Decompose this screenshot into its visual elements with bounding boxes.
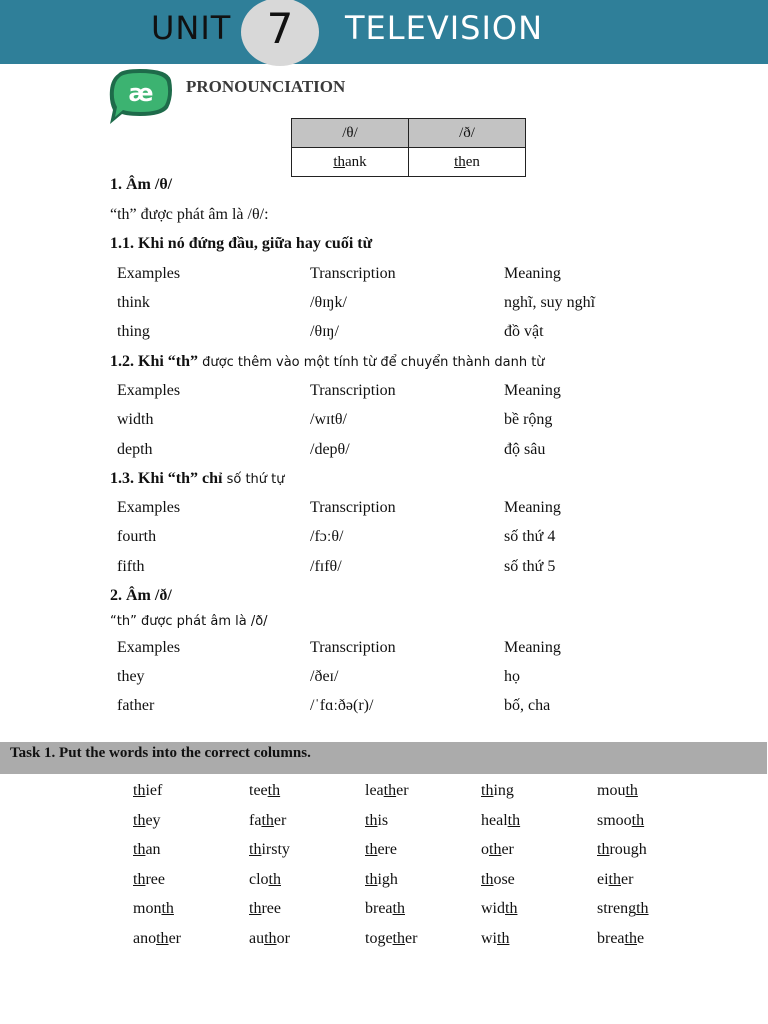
task1-word: teeth: [249, 782, 281, 799]
task1-word: they: [133, 811, 161, 829]
example-meaning: độ sâu: [504, 441, 546, 458]
example-meaning: nghĩ, suy nghĩ: [504, 294, 596, 311]
task1-word: mouth: [597, 782, 638, 799]
unit-topic: TELEVISION: [345, 9, 544, 47]
task1-word: this: [365, 811, 389, 829]
task1-word: thigh: [365, 870, 398, 888]
example-meaning: số thứ 5: [504, 558, 556, 575]
sound-example-theta: thank: [292, 148, 409, 177]
task1-word: thief: [133, 782, 163, 799]
task1-word: breath: [365, 900, 405, 918]
example-word: fifth: [117, 558, 145, 575]
example-transcription: /θɪŋ/: [310, 323, 339, 340]
example-word: father: [117, 697, 155, 714]
task1-word: those: [481, 870, 515, 888]
column-header: Meaning: [504, 639, 561, 656]
example-word: fourth: [117, 528, 157, 545]
column-header: Examples: [117, 382, 181, 399]
task1-word: other: [481, 841, 514, 859]
column-header: Transcription: [310, 382, 396, 399]
example-meaning: bố, cha: [504, 697, 551, 714]
example-transcription: /fɪfθ/: [310, 558, 342, 575]
example-transcription: /ðeɪ/: [310, 668, 339, 685]
sound-header-theta: /θ/: [292, 119, 409, 148]
example-word: depth: [117, 441, 153, 458]
sub1-heading: 1.1. Khi nó đứng đầu, giữa hay cuối từ: [110, 235, 373, 252]
task1-word: cloth: [249, 870, 281, 888]
task1-word: through: [597, 841, 647, 859]
unit-label: UNIT: [151, 9, 232, 47]
column-header: Meaning: [504, 499, 561, 516]
column-header: Meaning: [504, 382, 561, 399]
example-transcription: /depθ/: [310, 441, 350, 458]
example-word: thing: [117, 323, 150, 340]
sub2-heading: 1.2. Khi “th” được thêm vào một tính từ để chuyển thành danh từ: [110, 353, 545, 370]
part2-intro: “th” được phát âm là /ð/: [110, 614, 268, 629]
sound-example-eth: then: [409, 148, 526, 177]
example-word: width: [117, 411, 154, 428]
task1-word: width: [481, 900, 518, 918]
column-header: Transcription: [310, 499, 396, 516]
part2-heading: 2. Âm /ð/: [110, 587, 172, 604]
task1-word: than: [133, 841, 161, 859]
sub3-heading: 1.3. Khi “th” chỉ số thứ tự: [110, 470, 285, 487]
unit-header-banner: [0, 0, 768, 64]
task1-word: either: [597, 870, 634, 888]
task1-word: three: [133, 870, 165, 888]
column-header: Examples: [117, 639, 181, 656]
task1-word: strength: [597, 900, 649, 918]
sound-header-eth: /ð/: [409, 119, 526, 148]
logo-text: æ: [128, 79, 154, 107]
column-header: Examples: [117, 265, 181, 282]
task1-word: health: [481, 811, 521, 829]
task1-title: Task 1. Put the words into the correct columns.: [10, 745, 311, 761]
task1-word: author: [249, 929, 290, 947]
task1-word: thirsty: [249, 841, 290, 859]
column-header: Transcription: [310, 265, 396, 282]
example-meaning: đồ vật: [504, 323, 544, 340]
task1-word: there: [365, 841, 397, 859]
task1-word: father: [249, 811, 287, 829]
task1-word: together: [365, 929, 418, 947]
example-transcription: /ˈfɑːðə(r)/: [310, 697, 374, 714]
example-meaning: họ: [504, 668, 520, 685]
task1-word: thing: [481, 782, 514, 799]
task1-word: with: [481, 929, 510, 947]
task1-word: smooth: [597, 811, 645, 829]
unit-number: 7: [266, 4, 294, 53]
column-header: Examples: [117, 499, 181, 516]
task1-word: breathe: [597, 929, 645, 947]
example-transcription: /wɪtθ/: [310, 411, 347, 428]
example-meaning: số thứ 4: [504, 528, 556, 545]
part1-intro: “th” được phát âm là /θ/:: [110, 206, 269, 223]
example-word: think: [117, 294, 150, 311]
column-header: Transcription: [310, 639, 396, 656]
part1-heading: 1. Âm /θ/: [110, 176, 173, 193]
example-transcription: /fɔːθ/: [310, 528, 344, 545]
task1-word: three: [249, 900, 281, 918]
speech-bubble-ae-icon: [108, 68, 174, 126]
unit-number-badge: [241, 0, 319, 66]
task1-title-bar: [0, 742, 767, 774]
sound-table: [291, 118, 526, 177]
task1-word: month: [133, 900, 174, 918]
example-transcription: /θɪŋk/: [310, 294, 347, 311]
section-title: PRONOUNCIATION: [186, 77, 346, 96]
example-word: they: [117, 668, 145, 685]
task1-word: leather: [365, 782, 409, 799]
column-header: Meaning: [504, 265, 561, 282]
task1-word: another: [133, 929, 181, 947]
example-meaning: bề rộng: [504, 411, 553, 428]
